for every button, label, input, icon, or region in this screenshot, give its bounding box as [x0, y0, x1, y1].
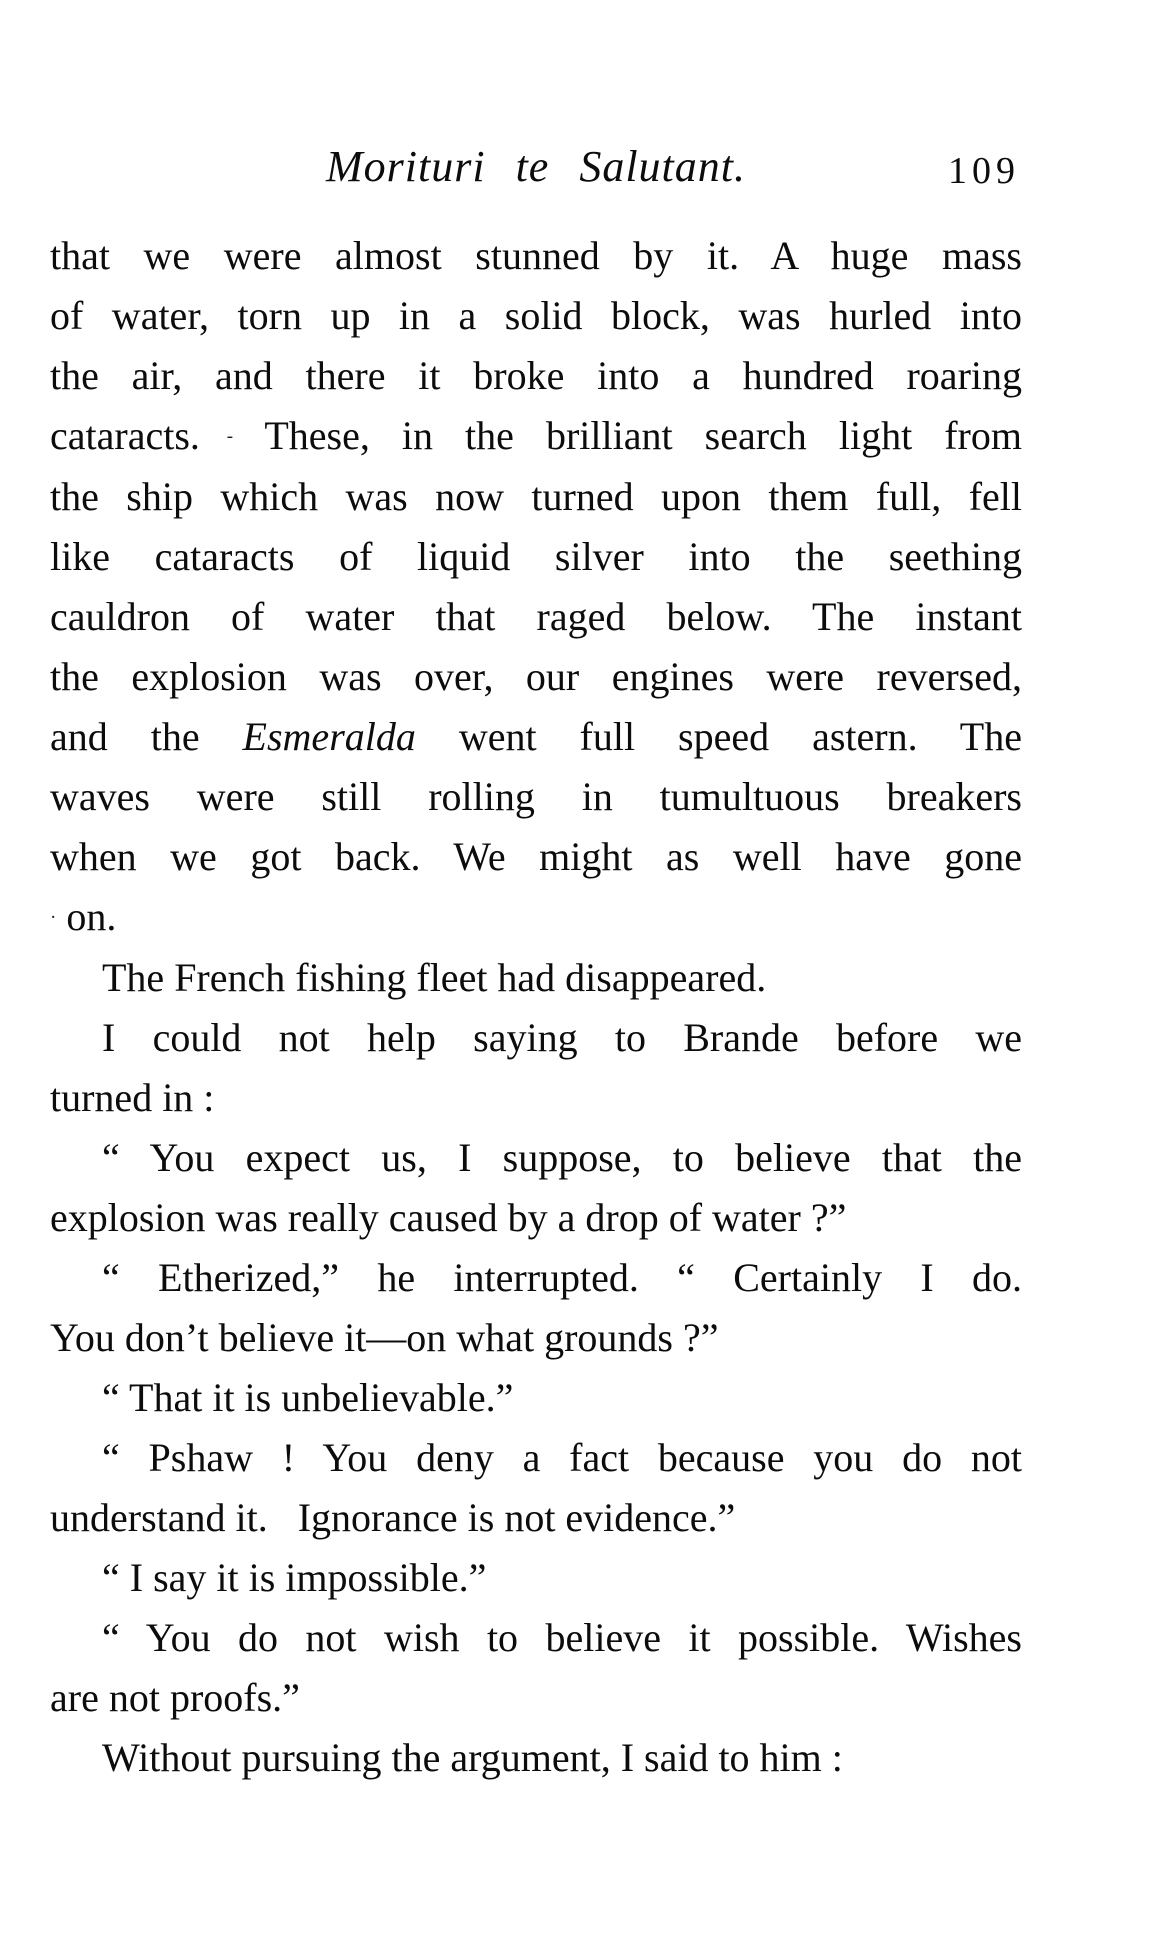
running-title: Morituri te Salutant. [326, 142, 746, 191]
text-segment: the explosion was over, our engines were reversed, [50, 654, 1022, 699]
text-line [50, 286, 1022, 346]
text-segment: are not proofs.” [50, 1675, 300, 1720]
text-line [50, 1368, 1022, 1428]
text-segment: cataracts. [50, 413, 200, 458]
text-segment: “ That it is unbelievable.” [102, 1375, 514, 1420]
text-segment: cauldron of water that raged below. The instant [50, 594, 1022, 639]
text-line [50, 827, 1022, 887]
text-line [50, 1488, 1022, 1548]
text-line [50, 1128, 1022, 1188]
italic-text: Esmeralda [242, 714, 416, 759]
text-line [50, 406, 1022, 467]
text-segment: “ You do not wish to believe it possible. Wishes [102, 1615, 1022, 1660]
text-line [50, 1608, 1022, 1668]
text-line [50, 527, 1022, 587]
text-segment: “ Pshaw ! You deny a fact because you do not [102, 1435, 1022, 1480]
text-line [50, 1548, 1022, 1608]
print-artifact: · [50, 907, 57, 928]
text-line [50, 1668, 1022, 1728]
text-segment: went full speed astern. The [415, 714, 1022, 759]
text-segment: like cataracts of liquid silver into the seething [50, 534, 1022, 579]
text-line [50, 1428, 1022, 1488]
print-artifact: - [199, 426, 234, 447]
text-segment: the air, and there it broke into a hundred roaring [50, 353, 1022, 398]
text-segment: explosion was really caused by a drop of water ?” [50, 1195, 847, 1240]
text-segment: the ship which was now turned upon them full, fell [50, 474, 1022, 519]
text-segment: when we got back. We might as well have gone [50, 834, 1022, 879]
text-segment: on. [56, 894, 117, 939]
text-segment: Without pursuing the argument, I said to him : [102, 1735, 843, 1780]
text-segment: waves were still rolling in tumultuous breakers [50, 774, 1022, 819]
text-line [50, 1068, 1022, 1128]
text-line [50, 647, 1022, 707]
text-segment: that we were almost stunned by it. A huge mass [50, 233, 1022, 278]
page-body [50, 226, 1022, 1788]
text-line [50, 1308, 1022, 1368]
text-line [50, 1248, 1022, 1308]
text-segment: The French fishing fleet had disappeared. [102, 955, 767, 1000]
text-line [50, 707, 1022, 767]
text-line [50, 346, 1022, 406]
text-segment: understand it. Ignorance is not evidence.” [50, 1495, 736, 1540]
text-line [50, 948, 1022, 1008]
text-line [50, 887, 1022, 948]
page-number: 109 [948, 150, 1020, 192]
text-segment: of water, torn up in a solid block, was hurled into [50, 293, 1022, 338]
text-segment: I could not help saying to Brande before we [102, 1015, 1022, 1060]
text-line [50, 1188, 1022, 1248]
text-segment: and the [50, 714, 243, 759]
text-segment: “ You expect us, I suppose, to believe that the [102, 1135, 1022, 1180]
text-segment: “ I say it is impossible.” [102, 1555, 487, 1600]
text-segment: You don’t believe it—on what grounds ?” [50, 1315, 719, 1360]
text-segment: “ Etherized,” he interrupted. “ Certainly I do. [102, 1255, 1022, 1300]
text-line [50, 587, 1022, 647]
text-line [50, 767, 1022, 827]
text-line [50, 226, 1022, 286]
page-header [50, 140, 1022, 198]
text-line [50, 1008, 1022, 1068]
text-line [50, 1728, 1022, 1788]
text-segment: These, in the brilliant search light from [233, 413, 1022, 458]
text-segment: turned in : [50, 1075, 215, 1120]
text-line [50, 467, 1022, 527]
